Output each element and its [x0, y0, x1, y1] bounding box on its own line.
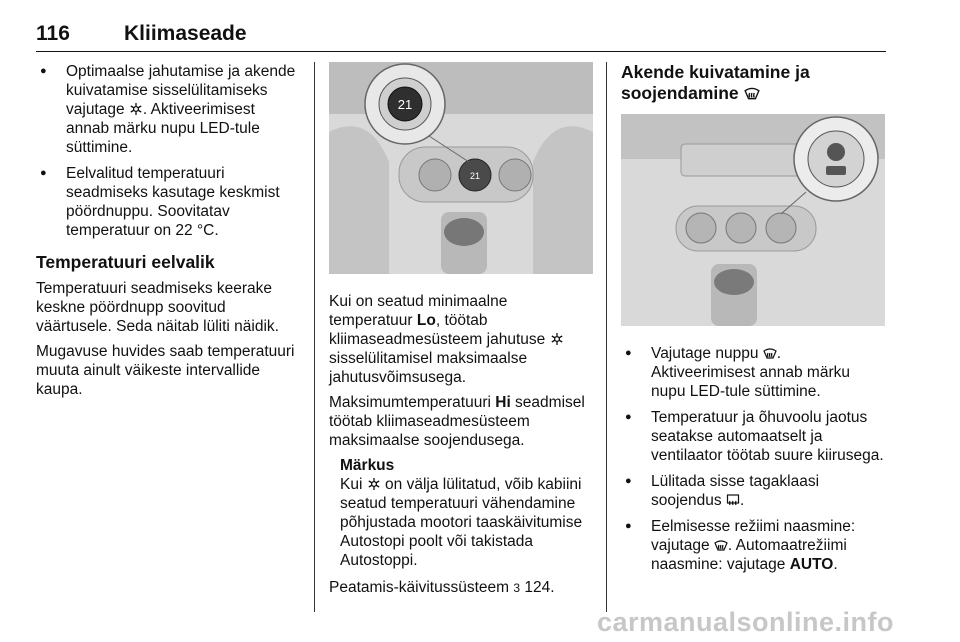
section-heading-defrost: Akende kuivatamine ja soojendamine	[621, 62, 810, 103]
column-2	[329, 62, 593, 604]
list-item: ● Vajutage nuppu . Aktiveerimisest annab märku nupu LED-tule süttimine.	[621, 344, 887, 401]
snowflake-icon	[129, 102, 143, 116]
page-title: Kliimaseade	[124, 22, 247, 45]
note-text: Kui on välja lülitatud, võib kabiini seatud temperatuuri vähendamine põhjustada mootori taaskäivitumise Autostopi poolt või takistada Autostoppi.	[340, 476, 583, 569]
windscreen-defrost-icon	[714, 538, 728, 552]
column-1	[36, 62, 298, 405]
windscreen-defrost-icon	[763, 346, 777, 360]
note-box	[329, 456, 593, 570]
paragraph: Temperatuuri seadmiseks keerake keskne pöördnupp soovitud väärtusele. Seda näitab lüliti näidik.	[36, 280, 279, 335]
reference-arrow-icon: 3	[513, 581, 521, 595]
snowflake-icon	[367, 477, 381, 491]
paragraph: Kui on seatud minimaalne temperatuur Lo, töötab kliimaseadmesüsteem jahutuse sisselülitamisel maksimaalse jahutusvõimsusega.	[329, 292, 593, 387]
temperature-display-zoom: 21	[397, 97, 413, 112]
list-item: ● Eelvalitud temperatuuri seadmiseks kasutage keskmist pöördnuppu. Soovitatav temperatuur on 22 °C.	[36, 164, 298, 240]
list-item: ● Eelmisesse režiimi naasmine: vajutage . Automaatrežiimi naasmine: vajutage AUTO.	[621, 517, 887, 574]
list-item: ● Temperatuur ja õhuvoolu jaotus seatakse automaatselt ja ventilaator töötab suure kiirusega.	[621, 408, 887, 465]
list-item: ● Lülitada sisse tagaklaasi soojendus .	[621, 472, 887, 510]
defrost-control-illustration	[621, 114, 885, 326]
defrost-bullet-list	[621, 344, 887, 574]
windscreen-defrost-icon	[744, 85, 760, 101]
page-number: 116	[36, 22, 70, 45]
ac-bullet-list	[36, 62, 298, 240]
rear-window-heating-icon	[726, 493, 740, 507]
note-title: Märkus	[340, 457, 395, 474]
page-header	[36, 22, 886, 52]
climate-control-illustration	[329, 62, 593, 274]
knob-display-small: 21	[469, 171, 481, 181]
paragraph: Mugavuse huvides saab temperatuuri muuta ainult väikeste intervallide kaupa.	[36, 343, 295, 398]
paragraph: Maksimumtemperatuuri Hi seadmisel töötab kliimaseadmesüsteem maksimaalse soojendusega.	[329, 394, 585, 449]
section-heading-temperature: Temperatuuri eelvalik	[36, 252, 215, 272]
watermark: carmanualsonline.info	[596, 607, 894, 637]
cross-reference[interactable]: Peatamis-käivitussüsteem 3 124.	[329, 579, 555, 596]
column-divider-1	[314, 62, 315, 612]
column-3	[621, 62, 887, 581]
column-divider-2	[606, 62, 607, 612]
list-item: ● Optimaalse jahutamise ja akende kuivatamise sisselülitamiseks vajutage . Aktiveerimisest annab märku nupu LED-tule süttimine.	[36, 62, 298, 157]
snowflake-icon	[550, 332, 564, 346]
